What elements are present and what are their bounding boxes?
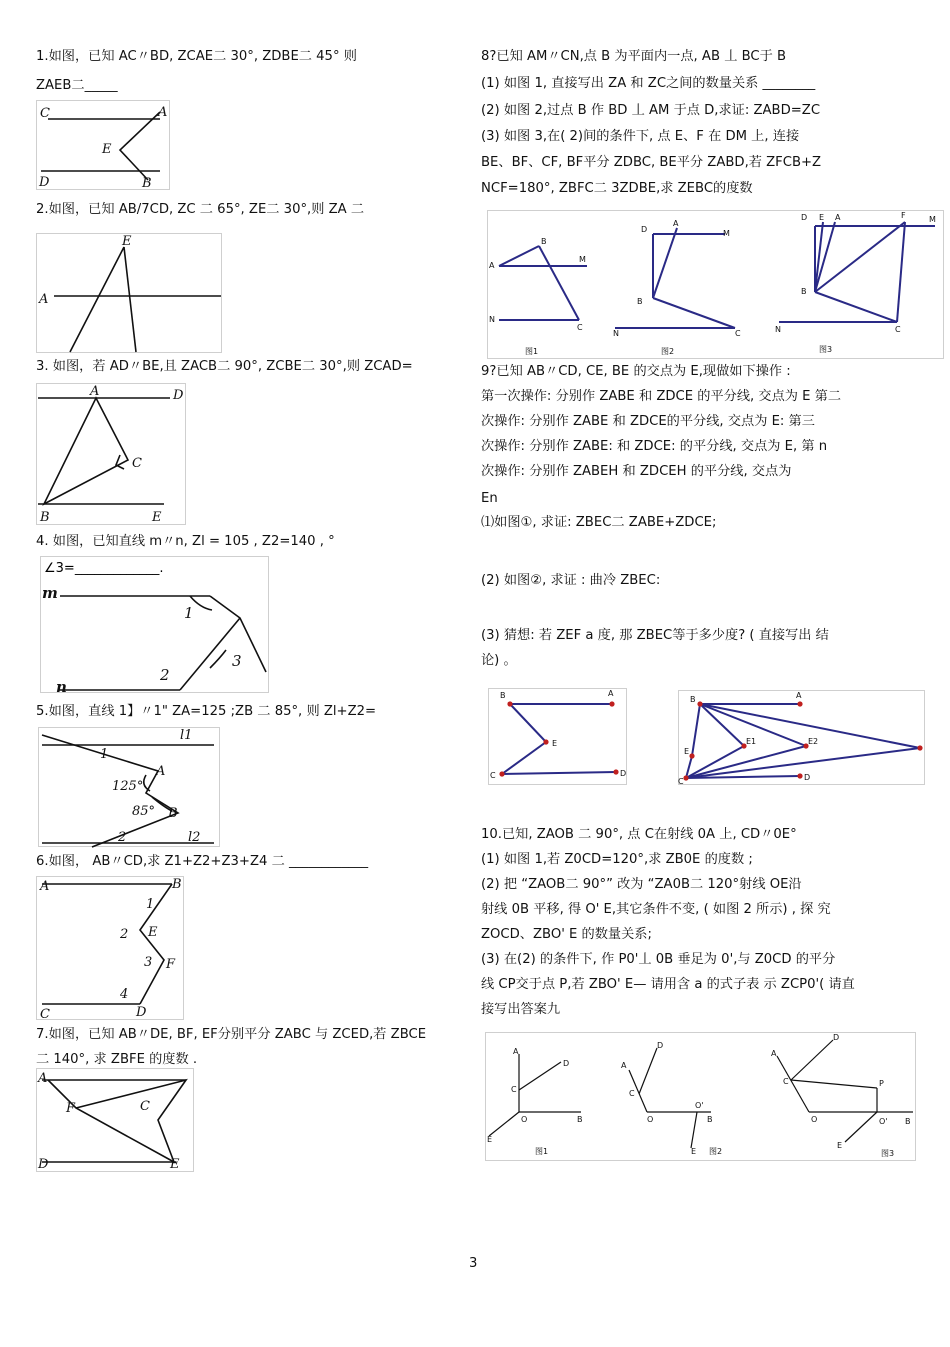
q1-line1: 1.如图，已知 AC〃BD, ZCAE二 30°, ZDBE二 45° 则 (36, 49, 357, 64)
fig8-1-label-B: B (541, 237, 547, 246)
figure-q1 (36, 100, 170, 190)
q8-line3: (2) 如图 2,过点 B 作 BD 丄 AM 于点 D,求证: ZABD=ZC (481, 103, 821, 118)
fig8-1-label-N: N (489, 315, 495, 324)
label-l1: l1 (180, 728, 193, 743)
label-2: 2 (120, 927, 129, 942)
label-F: F (166, 957, 176, 972)
label-C: C (140, 1099, 150, 1114)
figure-q4 (40, 556, 270, 694)
fig9-2-label-C: C (678, 777, 684, 786)
fig9-2-label-E: E (684, 747, 690, 756)
q10-line5: ZOCD、ZBO' E 的数量关系; (481, 927, 652, 942)
label-C: C (132, 456, 142, 471)
fig9-1-label-C: C (490, 771, 496, 780)
label-A: A (38, 1071, 48, 1086)
q10-line6: (3) 在(2) 的条件下, 作 P0'丄 0B 垂足为 0',与 Z0CD 的平分 (481, 952, 836, 967)
fig10-1-label-A: A (513, 1047, 519, 1056)
fig8-1-label-C: C (577, 323, 583, 332)
q5-line1: 5.如图，直线 1】〃1" ZA=125 ;ZB 二 85°, 则 Zl+Z2= (36, 704, 377, 719)
fig10-1-label-C: C (511, 1085, 517, 1094)
fig10-3-label-A: A (771, 1049, 777, 1058)
fig8-2-label-N: N (613, 329, 619, 338)
page-number: 3 (469, 1256, 478, 1271)
fig10-3-label-O-prime: O' (879, 1117, 888, 1126)
label-2: 2 (118, 830, 127, 845)
q8-line1: 8?已知 AM〃CN,点 B 为平面内一点, AB 丄 BC于 B (481, 49, 787, 64)
fig10-2-label-O: O (647, 1115, 654, 1124)
fig9-2-label-E1: E1 (746, 737, 757, 746)
label-B: B (168, 806, 178, 821)
fig9-1-label-E: E (552, 739, 558, 748)
fig8-2-label-M: M (723, 229, 730, 238)
fig8-1-label-A: A (489, 261, 495, 270)
q10-line8: 接写出答案九 (481, 1002, 561, 1017)
label-m: m (42, 584, 58, 602)
fig10-3-label-B: B (905, 1117, 911, 1126)
label-E: E (122, 234, 132, 249)
fig9-1-label-D: D (620, 769, 627, 778)
fig10-caption-3: 图3 (881, 1149, 895, 1158)
fig8-2-label-D: D (641, 225, 648, 234)
fig8-3-label-N: N (775, 325, 781, 334)
q9-line3: 次操作: 分别作 ZABE 和 ZDCE的平分线, 交点为 E: 第三 (481, 414, 815, 429)
fig10-3-label-P: P (879, 1079, 884, 1088)
figure-q6 (36, 876, 184, 1020)
q4-answer-blank: ∠3=_____________. (44, 561, 164, 576)
fig8-caption-2: 图2 (661, 347, 675, 356)
q8-line5: BE、BF、CF, BF平分 ZDBC, BE平分 ZABD,若 ZFCB+Z (481, 155, 822, 170)
q4-line1: 4. 如图，已知直线 m〃n, Zl = 105 , Z2=140 , ° (36, 534, 335, 549)
label-B: B (40, 510, 50, 525)
figure-q3 (36, 383, 186, 525)
q10-line7: 线 CP交于点 P,若 ZBO' E— 请用含 a 的式子表 示 ZCP0'( 请直 (481, 977, 855, 992)
q9-line2: 第一次操作: 分别作 ZABE 和 ZDCE 的平分线, 交点为 E 第二 (481, 389, 842, 404)
label-A: A (156, 764, 166, 779)
q9-line1: 9?已知 AB〃CD, CE, BE 的交点为 E,现做如下操作 : (481, 364, 791, 379)
fig8-3-label-D: D (801, 213, 808, 222)
fig8-caption-1: 图1 (525, 347, 539, 356)
q9-line6: En (481, 491, 498, 506)
fig9-1-label-A: A (608, 689, 614, 698)
fig9-1-label-B: B (500, 691, 506, 700)
label-C: C (40, 106, 50, 121)
q9-line9: (3) 猜想: 若 ZEF a 度, 那 ZBEC等于多少度? ( 直接写出 结 (481, 628, 829, 643)
fig10-1-label-B: B (577, 1115, 583, 1124)
fig10-2-label-D: D (657, 1041, 664, 1050)
label-1: 1 (146, 897, 155, 912)
label-E: E (152, 510, 162, 525)
q1-line2: ZAEB二_____ (36, 78, 118, 93)
q9-line5: 次操作: 分别作 ZABEH 和 ZDCEH 的平分线, 交点为 (481, 464, 792, 479)
fig8-2-label-C: C (735, 329, 741, 338)
fig8-3-label-C: C (895, 325, 901, 334)
label-1: 1 (100, 747, 109, 762)
q3-line1: 3. 如图，若 AD〃BE,且 ZACB二 90°, ZCBE二 30°,则 ZCAD= (36, 359, 413, 374)
q10-line1: 10.已知, ZAOB 二 90°, 点 C在射线 0A 上, CD〃0E° (481, 827, 797, 842)
figure-q9-1 (488, 688, 628, 786)
fig10-3-label-O: O (811, 1115, 818, 1124)
fig10-2-label-C: C (629, 1089, 635, 1098)
figure-q10 (485, 1032, 917, 1162)
label-A: A (39, 292, 49, 307)
figure-q9-2 (678, 690, 926, 786)
fig10-caption-1: 图1 (535, 1147, 549, 1156)
q8-line6: NCF=180°, ZBFC二 3ZDBE,求 ZEBC的度数 (481, 181, 753, 196)
fig9-2-label-E2: E2 (808, 737, 819, 746)
label-E: E (102, 142, 112, 157)
fig8-3-label-A: A (835, 213, 841, 222)
label-4: 4 (120, 987, 129, 1002)
fig8-caption-3: 图3 (819, 345, 833, 354)
label-D: D (39, 175, 50, 190)
q10-line4: 射线 0B 平移, 得 O' E,其它条件不变, ( 如图 2 所示) , 探 究 (481, 902, 831, 917)
q7-line2: 二 140°, 求 ZBFE 的度数 . (36, 1052, 198, 1067)
fig8-1-label-M: M (579, 255, 586, 264)
q9-line10: 论) 。 (481, 653, 517, 668)
label-A: A (40, 879, 50, 894)
label-1: 1 (184, 604, 194, 622)
label-E: E (148, 925, 158, 940)
fig8-3-label-M: M (929, 215, 936, 224)
figure-q5 (38, 727, 220, 847)
q10-line2: (1) 如图 1,若 Z0CD=120°,求 ZB0E 的度数 ; (481, 852, 753, 867)
q8-line2: (1) 如图 1, 直接写出 ZA 和 ZC之间的数量关系 ________ (481, 76, 816, 91)
fig10-3-label-C: C (783, 1077, 789, 1086)
label-2: 2 (160, 666, 170, 684)
label-A: A (158, 105, 168, 120)
label-A: A (90, 384, 100, 399)
label-85: 85° (132, 804, 156, 819)
fig10-1-label-O: O (521, 1115, 528, 1124)
label-3: 3 (144, 955, 153, 970)
fig10-3-label-D: D (833, 1033, 840, 1042)
fig10-caption-2: 图2 (709, 1147, 723, 1156)
q9-line4: 次操作: 分别作 ZABE: 和 ZDCE: 的平分线, 交点为 E, 第 n (481, 439, 828, 454)
figure-q8 (487, 210, 945, 360)
q6-line1: 6.如图， AB〃CD,求 Z1+Z2+Z3+Z4 二 ____________ (36, 854, 369, 869)
fig10-2-label-O-prime: O' (695, 1101, 704, 1110)
label-l2: l2 (188, 830, 201, 845)
label-F: F (66, 1101, 76, 1116)
fig8-3-label-F: F (901, 211, 906, 220)
label-B: B (172, 877, 182, 892)
fig10-2-label-E: E (691, 1147, 697, 1156)
fig10-1-label-E: E (487, 1135, 493, 1144)
q2-line1: 2.如图，已知 AB/7CD, ZC 二 65°, ZE二 30°,则 ZA 二 (36, 202, 365, 217)
fig10-2-label-A: A (621, 1061, 627, 1070)
fig8-3-label-E: E (819, 213, 825, 222)
q7-line1: 7.如图，已知 AB〃DE, BF, EF分别平分 ZABC 与 ZCED,若 ZBCE (36, 1027, 427, 1042)
label-C: C (40, 1007, 50, 1022)
q8-line4: (3) 如图 3,在( 2)间的条件下, 点 E、F 在 DM 上, 连接 (481, 129, 800, 144)
fig8-2-label-A: A (673, 219, 679, 228)
q10-line3: (2) 把 “ZAOB二 90°” 改为 “ZA0B二 120°射线 OE沿 (481, 877, 802, 892)
fig8-2-label-B: B (637, 297, 643, 306)
label-3: 3 (232, 652, 242, 670)
label-125: 125° (112, 779, 144, 794)
fig9-2-label-D: D (804, 773, 811, 782)
fig9-2-label-A: A (796, 691, 802, 700)
label-D: D (38, 1157, 49, 1172)
label-n: n (56, 678, 67, 696)
label-D: D (173, 388, 184, 403)
fig8-3-label-B: B (801, 287, 807, 296)
fig9-2-label-B: B (690, 695, 696, 704)
label-E: E (170, 1157, 180, 1172)
q9-line7: ⑴如图①, 求证: ZBEC二 ZABE+ZDCE; (481, 515, 717, 530)
label-D: D (136, 1005, 147, 1020)
q9-line8: (2) 如图②, 求证 : 曲冷 ZBEC: (481, 573, 661, 588)
fig10-3-label-E: E (837, 1141, 843, 1150)
figure-q2 (36, 233, 224, 353)
fig10-1-label-D: D (563, 1059, 570, 1068)
label-B: B (142, 176, 152, 191)
fig10-2-label-B: B (707, 1115, 713, 1124)
figure-q7 (36, 1068, 194, 1172)
